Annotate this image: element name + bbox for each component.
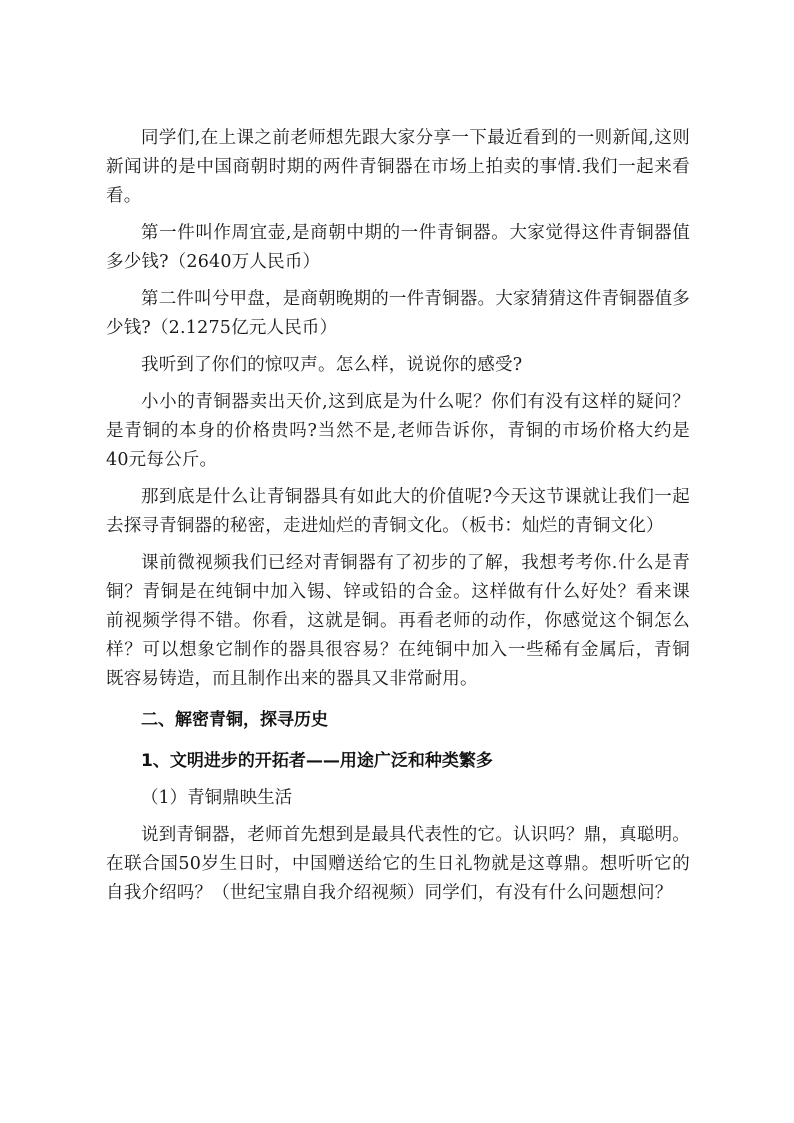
- paragraph-news-intro: 同学们,在上课之前老师想先跟大家分享一下最近看到的一则新闻,这则新闻讲的是中国商朝时期的两件青铜器在市场上拍卖的事情.我们一起来看看。: [106, 128, 690, 206]
- document-body: [106, 124, 690, 916]
- paragraph-what-is-bronze: 课前微视频我们已经对青铜器有了初步的了解，我想考考你.什么是青铜？青铜是在纯铜中加入锡、锌或铅的合金。这样做有什么好处？看来课前视频学得不错。你看，这就是铜。再看老师的动作，你感觉这个铜怎么样？可以想象它制作的器具很容易？在纯铜中加入一些稀有金属后，青铜既容易铸造，而且制作出来的器具又非常耐用。: [106, 553, 690, 689]
- section-heading: 二、解密青铜，探寻历史: [141, 710, 328, 730]
- paragraph-lesson-intro: 那到底是什么让青铜器具有如此大的价值呢?今天这节课就让我们一起去探寻青铜器的秘密，走进灿烂的青铜文化。（板书：灿烂的青铜文化）: [106, 487, 690, 536]
- paragraph-first-bronze: 第一件叫作周宜壶,是商朝中期的一件青铜器。大家觉得这件青铜器值多少钱?（2640万人民币）: [106, 223, 690, 272]
- paragraph-price-question: 小小的青铜器卖出天价,这到底是为什么呢？你们有没有这样的疑问？是青铜的本身的价格贵吗?当然不是,老师告诉你，青铜的市场价格大约是40元每公斤。: [106, 392, 690, 470]
- item-heading: （1）青铜鼎映生活: [141, 788, 293, 808]
- paragraph-second-bronze: 第二件叫兮甲盘，是商朝晚期的一件青铜器。大家猜猜这件青铜器值多少钱?（2.1275亿元人民币）: [106, 289, 690, 338]
- paragraph-reaction: 我听到了你们的惊叹声。怎么样，说说你的感受?: [141, 355, 523, 375]
- subsection-heading: 1、文明进步的开拓者——用途广泛和种类繁多: [141, 751, 493, 771]
- paragraph-ding: 说到青铜器，老师首先想到是最具代表性的它。认识吗？鼎，真聪明。在联合国50岁生日时，中国赠送给它的生日礼物就是这尊鼎。想听听它的自我介绍吗？（世纪宝鼎自我介绍视频）同学们，有没有什么问题想问？: [106, 825, 690, 903]
